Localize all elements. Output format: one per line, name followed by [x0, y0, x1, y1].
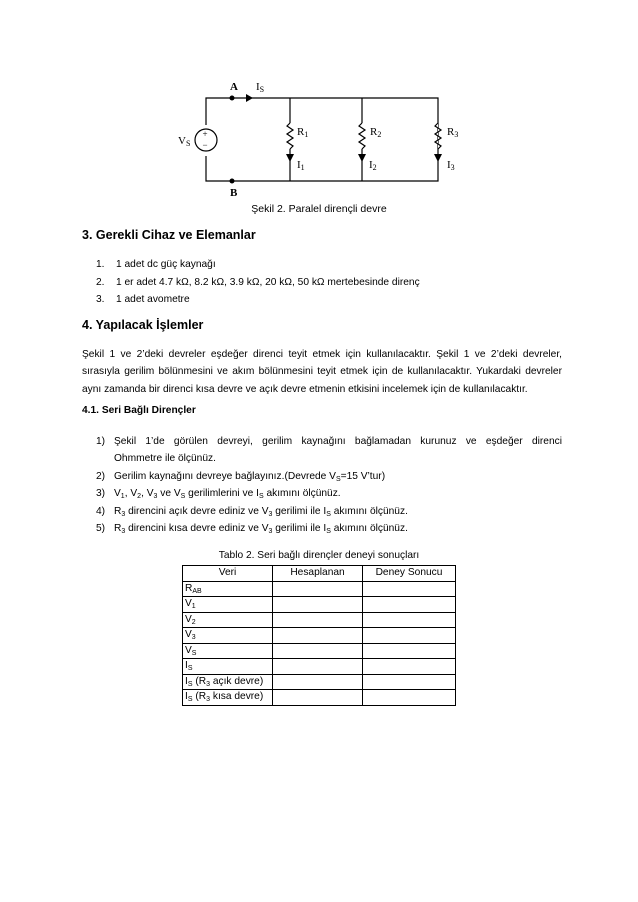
row-label: $I_S$ ($R_3$ kısa devre) [183, 690, 273, 706]
measured-cell[interactable] [363, 659, 456, 675]
list-item: 1. 1 adet dc güç kaynağı [96, 259, 216, 270]
calculated-cell[interactable] [273, 612, 363, 628]
step-item: 3) $V_1$, $V_2$, $V_3$ ve $V_S$ gerilimlerini ve $I_S$ akımını ölçünüz. [96, 488, 341, 501]
table-row [183, 643, 456, 659]
table-caption: Tablo 2. Seri bağlı dirençler deneyi sonuçları [218, 550, 420, 561]
row-label: $I_S$ ($R_3$ açık devre) [183, 674, 273, 690]
measured-cell[interactable] [363, 643, 456, 659]
resistor-r2 [359, 123, 365, 149]
is-label: IS [256, 81, 265, 94]
section-4-heading: 4. Yapılacak İşlemler [82, 318, 204, 332]
parallel-circuit-figure [160, 78, 460, 208]
node-a-dot [230, 96, 235, 101]
step-item: 1) Şekil 1’de görülen devreyi, gerilim kaynağını bağlamadan kurunuz ve eşdeğer direnci Ohmmetre ile ölçünüz. [96, 436, 562, 465]
row-label: $V_S$ [183, 643, 273, 659]
table-row [183, 659, 456, 675]
equipment-list [96, 256, 420, 309]
table-row [183, 690, 456, 706]
resistor-r1 [287, 123, 293, 149]
row-label: $V_1$ [183, 597, 273, 613]
r2-label: R2 [370, 126, 382, 139]
i2-label: I2 [369, 159, 377, 172]
header-veri: Veri [183, 566, 273, 582]
resistor-r3 [435, 123, 441, 149]
source-label: VS [178, 135, 191, 148]
step-item: 4) $R_3$ direncini açık devre ediniz ve $V_3$ gerilimi ile $I_S$ akımını ölçünüz. [96, 505, 408, 518]
i3-arrow-icon [434, 154, 442, 162]
row-label: $R_{AB}$ [183, 581, 273, 597]
section-3-heading: 3. Gerekli Cihaz ve Elemanlar [82, 228, 256, 242]
row-label: $I_S$ [183, 659, 273, 675]
figure-caption: Şekil 2. Paralel dirençli devre [251, 203, 387, 215]
measured-cell[interactable] [363, 690, 456, 706]
header-deney-sonucu: Deney Sonucu [363, 566, 456, 582]
measured-cell[interactable] [363, 674, 456, 690]
list-item: 3. 1 adet avometre [96, 294, 190, 306]
procedure-steps [96, 433, 562, 537]
node-b-dot [230, 179, 235, 184]
header-hesaplanan: Hesaplanan [273, 566, 363, 582]
step-item: 5) $R_3$ direncini kısa devre ediniz ve $V_3$ gerilimi ile $I_S$ akımını ölçünüz. [96, 523, 408, 536]
i1-label: I1 [297, 159, 305, 172]
calculated-cell[interactable] [273, 690, 363, 706]
i1-arrow-icon [286, 154, 294, 162]
table-row [183, 581, 456, 597]
calculated-cell[interactable] [273, 581, 363, 597]
table-row [183, 628, 456, 644]
measured-cell[interactable] [363, 597, 456, 613]
i2-arrow-icon [358, 154, 366, 162]
calculated-cell[interactable] [273, 597, 363, 613]
list-item: 2. 1 er adet 4.7 kΩ, 8.2 kΩ, 3.9 kΩ, 20 kΩ, 50 kΩ mertebesinde direnç [96, 276, 420, 288]
plus-sign: + [202, 129, 208, 139]
r1-label: R1 [297, 126, 309, 139]
calculated-cell[interactable] [273, 628, 363, 644]
r3-label: R3 [447, 126, 459, 139]
results-table [182, 565, 456, 706]
calculated-cell[interactable] [273, 659, 363, 675]
i3-label: I3 [447, 159, 455, 172]
circuit-wire [206, 98, 438, 181]
measured-cell[interactable] [363, 628, 456, 644]
table-row [183, 597, 456, 613]
section-4-1-heading: 4.1. Seri Bağlı Dirençler [82, 405, 196, 416]
table-row [183, 674, 456, 690]
node-b-label: B [230, 187, 238, 199]
calculated-cell[interactable] [273, 643, 363, 659]
is-arrow-icon [246, 94, 253, 102]
step-item: 2) Gerilim kaynağını devreye bağlayınız.(Devrede $V_S=15$ V’tur) [96, 470, 386, 483]
table-row [183, 612, 456, 628]
node-a-label: A [230, 81, 238, 93]
minus-sign: − [202, 140, 208, 150]
table-header-row [183, 566, 456, 582]
measured-cell[interactable] [363, 581, 456, 597]
row-label: $V_3$ [183, 628, 273, 644]
calculated-cell[interactable] [273, 674, 363, 690]
circuit-diagram [160, 78, 460, 203]
section-4-paragraph: Şekil 1 ve 2’deki devreler eşdeğer direnci teyit etmek için kullanılacaktır. Şekil 1 ve 2’deki devreler, sırasıyla gerilim bölünmesini ve akım bölünmesini teyit etmek için de kullanılacaktır. Yukardaki devreler aynı zamanda bir direnci kısa devre ve açık devre etmenin etkisini incelemek için de kullanılacaktır. [82, 349, 562, 395]
row-label: $V_2$ [183, 612, 273, 628]
measured-cell[interactable] [363, 612, 456, 628]
